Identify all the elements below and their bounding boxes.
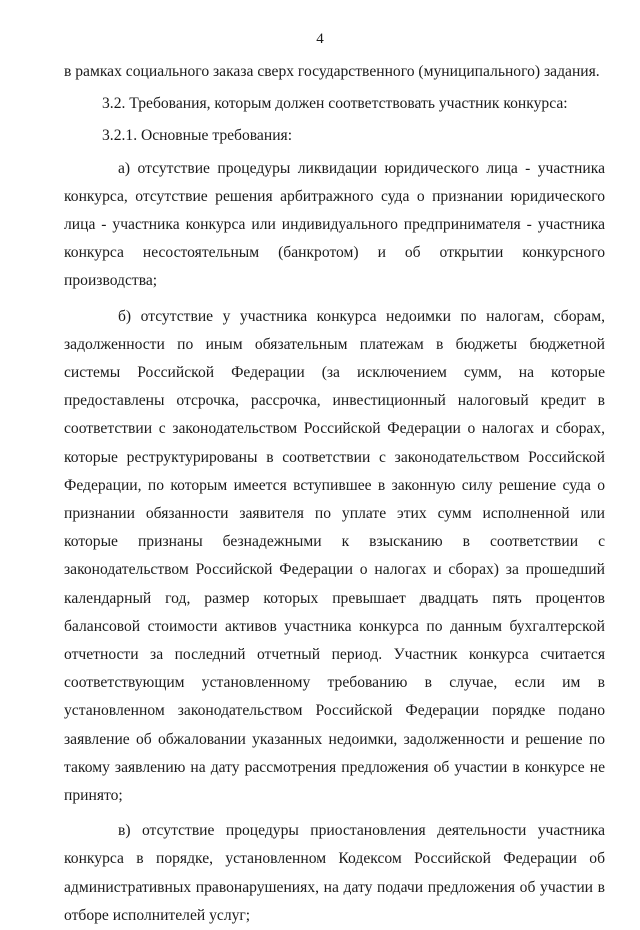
- subsection-heading-3-2-1: 3.2.1. Основные требования:: [102, 127, 293, 145]
- requirement-item-v: в) отсутствие процедуры приостановления деятельности участника конкурса в порядке, установленном Кодексом Российской Федерации об административных правонарушениях, на дату подачи предложения об участии в отборе исполнителей услуг;: [64, 822, 605, 924]
- page-number: 4: [316, 31, 324, 47]
- section-heading-3-2: 3.2. Требования, которым должен соответствовать участник конкурса:: [102, 95, 568, 113]
- requirement-item-b: б) отсутствие у участника конкурса недоимки по налогам, сборам, задолженности по иным обязательным платежам в бюджеты бюджетной системы Российской Федерации (за исключением сумм, на которые предоставлены отсрочка, рассрочка, инвестиционный налоговый кредит в соответствии с законодательством Российской Федерации о налогах и сборах, которые реструктурированы в соответствии с законодательством Российской Федерации, по которым имеется вступившее в законную силу решение суда о признании обязанности заявителя по уплате этих сумм исполненной или которые признаны безнадежными к взысканию в соответствии с законодательством Российской Федерации о налогах и сборах) за прошедший календарный год, размер которых превышает двадцать пять процентов балансовой стоимости активов участника конкурса по данным бухгалтерской отчетности за последний отчетный период. Участник конкурса считается соответствующим установленному требованию в случае, если им в установленном законодательством Российской Федерации порядке подано заявление об обжаловании указанных недоимки, задолженности и решение по такому заявлению на дату рассмотрения предложения об участии в конкурсе не принято;: [64, 307, 605, 805]
- document-body: [64, 58, 605, 930]
- requirement-item-a: а) отсутствие процедуры ликвидации юридического лица - участника конкурса, отсутствие решения арбитражного суда о признании юридического лица - участника конкурса или индивидуального предпринимателя - участника конкурса несостоятельным (банкротом) и об открытии конкурсного производства;: [64, 159, 605, 290]
- paragraph-continuation: в рамках социального заказа сверх государственного (муниципального) задания.: [64, 63, 600, 80]
